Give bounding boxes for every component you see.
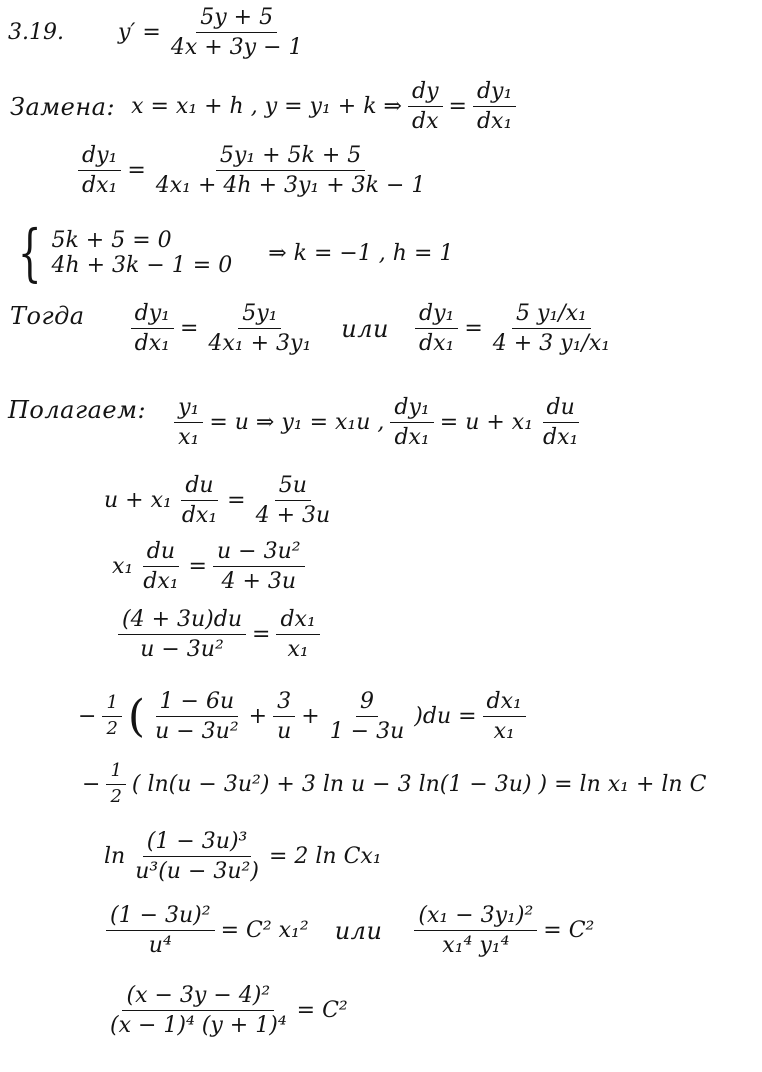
eq5-frac3-num: 9: [356, 690, 378, 717]
eq8-frac2: [414, 904, 537, 957]
eq8-num2: (x₁ − 3y₁)²: [414, 904, 537, 931]
eq2-du-frac: [178, 474, 221, 527]
problem-number: 3.19.: [8, 20, 64, 46]
eq5-frac1: [151, 690, 243, 743]
then-lhs2: [415, 302, 458, 355]
eq5-frac3-den: 1 − 3u: [329, 719, 405, 745]
eq4-equals: =: [252, 622, 271, 648]
eq5-minus: −: [78, 704, 97, 730]
let-frac-dy1-dx1: [390, 396, 433, 449]
line-system: [10, 216, 454, 289]
line-eq3: [112, 540, 311, 593]
let-label: Полагаем:: [8, 396, 147, 424]
eq6-coef-den: 2: [110, 785, 122, 807]
eq2-lhs: u + x₁: [104, 488, 172, 514]
eq5-coef-den: 2: [106, 718, 118, 740]
line-final: [100, 984, 348, 1037]
eq7-den: u³(u − 3u²): [135, 859, 259, 885]
subst-frac1-num: dy: [408, 80, 443, 107]
final-num: (x − 3y − 4)²: [122, 984, 274, 1011]
eq7-ln: ln: [104, 844, 126, 870]
final-den: (x − 1)⁴ (y + 1)⁴: [110, 1013, 287, 1039]
then-rhs2: [489, 302, 614, 355]
line-substitution: [10, 80, 522, 133]
eq0-fraction: [167, 6, 307, 59]
line-eq7: [104, 830, 382, 883]
eq3-rhs-num: u − 3u²: [213, 540, 305, 567]
eq5-frac2-num: 3: [273, 690, 295, 717]
eq3-du-frac: [139, 540, 182, 593]
let-frac-y1-x1: [174, 396, 203, 449]
then-lhs2-den: dx₁: [419, 331, 455, 357]
system-brace: [10, 216, 233, 289]
eq5-rhs-den: x₁: [493, 719, 515, 745]
eq4-rhs: [276, 608, 319, 661]
eq1-lhs: [78, 144, 121, 197]
eq6-minus: −: [82, 771, 101, 797]
then-rhs-den: 4x₁ + 3y₁: [208, 331, 312, 357]
eq3-rhs: [213, 540, 305, 593]
final-rhs: = C²: [296, 998, 348, 1024]
system-row2: 4h + 3k − 1 = 0: [51, 253, 233, 278]
eq2-du-den: dx₁: [181, 503, 218, 529]
eq7-frac: [131, 830, 263, 883]
then-lhs2-num: dy₁: [415, 302, 458, 329]
eq8-or-word: или: [334, 916, 383, 945]
eq3-du-den: dx₁: [143, 569, 179, 595]
eq5-coef: [102, 694, 121, 739]
let-text2: = u + x₁: [439, 410, 534, 436]
then-lhs: [131, 302, 174, 355]
eq3-rhs-den: 4 + 3u: [221, 569, 297, 595]
then-rhs2-den: 4 + 3 y₁/x₁: [492, 331, 611, 357]
line-eq2: [104, 474, 340, 527]
line-eq6: [82, 762, 706, 807]
then-rhs-num: 5y₁: [238, 302, 281, 329]
eq8-rhs2: = C²: [543, 918, 595, 944]
line-eq4: [112, 608, 326, 661]
eq4-rhs-num: dx₁: [276, 608, 319, 635]
eq5-rhs-num: dx₁: [483, 690, 526, 717]
line-then: [10, 302, 620, 355]
brace-symbol: {: [17, 216, 42, 289]
then-lhs-num: dy₁: [131, 302, 174, 329]
line-eq1: [72, 144, 435, 197]
eq1-rhs-den: 4x₁ + 4h + 3y₁ + 3k − 1: [155, 173, 426, 199]
eq3-du-num: du: [143, 540, 179, 567]
eq1-equals: =: [127, 158, 146, 184]
let-du-den: dx₁: [543, 425, 579, 451]
eq6-body: ( ln(u − 3u²) + 3 ln u − 3 ln(1 − 3u) ) = ln x₁ + ln C: [131, 771, 707, 797]
eq1-rhs: [152, 144, 430, 197]
let-text: = u ⇒ y₁ = x₁u ,: [209, 410, 385, 436]
eq8-rhs: = C² x₁²: [220, 918, 309, 944]
eq1-rhs-num: 5y₁ + 5k + 5: [216, 144, 365, 171]
substitution-text: x = x₁ + h , y = y₁ + k ⇒: [131, 94, 402, 120]
line-problem: [8, 6, 313, 59]
eq3-lhs: x₁: [112, 554, 134, 580]
eq4-lhs: [118, 608, 246, 661]
subst-frac1-den: dx: [411, 109, 439, 135]
line-eq5: [78, 690, 532, 743]
eq4-lhs-den: u − 3u²: [140, 637, 224, 663]
eq8-frac: [106, 904, 215, 957]
eq4-lhs-num: (4 + 3u)du: [118, 608, 246, 635]
eq8-den2: x₁⁴ y₁⁴: [442, 933, 510, 959]
eq7-rhs: = 2 ln Cx₁: [268, 844, 382, 870]
eq5-open-paren: (: [127, 691, 146, 743]
eq5-rhs: [483, 690, 526, 743]
let-d-num: dy₁: [390, 396, 433, 423]
eq2-rhs-num: 5u: [275, 474, 311, 501]
eq5-close-du: )du =: [414, 704, 477, 730]
then-rhs2-num: 5 y₁/x₁: [512, 302, 591, 329]
eq7-num: (1 − 3u)³: [143, 830, 252, 857]
let-du-num: du: [543, 396, 579, 423]
eq0-denominator: 4x + 3y − 1: [170, 35, 303, 61]
subst-frac-dy1-dx1: [473, 80, 516, 133]
eq3-equals: =: [188, 554, 207, 580]
let-frac-du-dx1: [539, 396, 582, 449]
system-row1: 5k + 5 = 0: [51, 227, 172, 253]
eq5-coef-num: 1: [102, 694, 121, 717]
eq2-rhs-den: 4 + 3u: [255, 503, 331, 529]
line-eq8: [100, 904, 594, 957]
eq5-frac2-den: u: [277, 719, 292, 745]
eq0-numerator: 5y + 5: [196, 6, 277, 33]
eq1-lhs-num: dy₁: [78, 144, 121, 171]
eq5-plus2: +: [301, 704, 320, 730]
eq1-lhs-den: dx₁: [82, 173, 118, 199]
eq2-equals: =: [227, 488, 246, 514]
eq8-num: (1 − 3u)²: [106, 904, 215, 931]
eq5-frac1-num: 1 − 6u: [156, 690, 239, 717]
then-equals2: =: [464, 316, 483, 342]
final-frac: [106, 984, 291, 1037]
eq4-rhs-den: x₁: [287, 637, 309, 663]
eq5-frac1-den: u − 3u²: [155, 719, 239, 745]
eq5-frac3: [326, 690, 409, 743]
eq8-den: u⁴: [148, 933, 172, 959]
eq0-lhs: y′ =: [117, 20, 161, 46]
system-result: ⇒ k = −1 , h = 1: [268, 240, 454, 266]
let-frac-num: y₁: [174, 396, 203, 423]
subst-equals: =: [448, 94, 467, 120]
substitution-label: Замена:: [10, 92, 116, 121]
line-let: [8, 396, 588, 449]
then-rhs: [204, 302, 315, 355]
then-or-word: или: [341, 314, 389, 343]
subst-frac2-den: dx₁: [476, 109, 513, 135]
then-lhs-den: dx₁: [134, 331, 170, 357]
subst-frac-dy-dx: [408, 80, 443, 133]
subst-frac2-num: dy₁: [473, 80, 516, 107]
let-frac-den: x₁: [178, 425, 200, 451]
eq5-plus1: +: [248, 704, 268, 730]
eq5-frac2: [273, 690, 295, 743]
eq2-rhs: [252, 474, 335, 527]
then-label: Тогда: [10, 302, 85, 330]
eq6-coef-num: 1: [106, 762, 125, 785]
eq2-du-num: du: [181, 474, 217, 501]
let-d-den: dx₁: [394, 425, 430, 451]
then-equals: =: [179, 316, 199, 342]
eq6-coef: [106, 762, 125, 807]
